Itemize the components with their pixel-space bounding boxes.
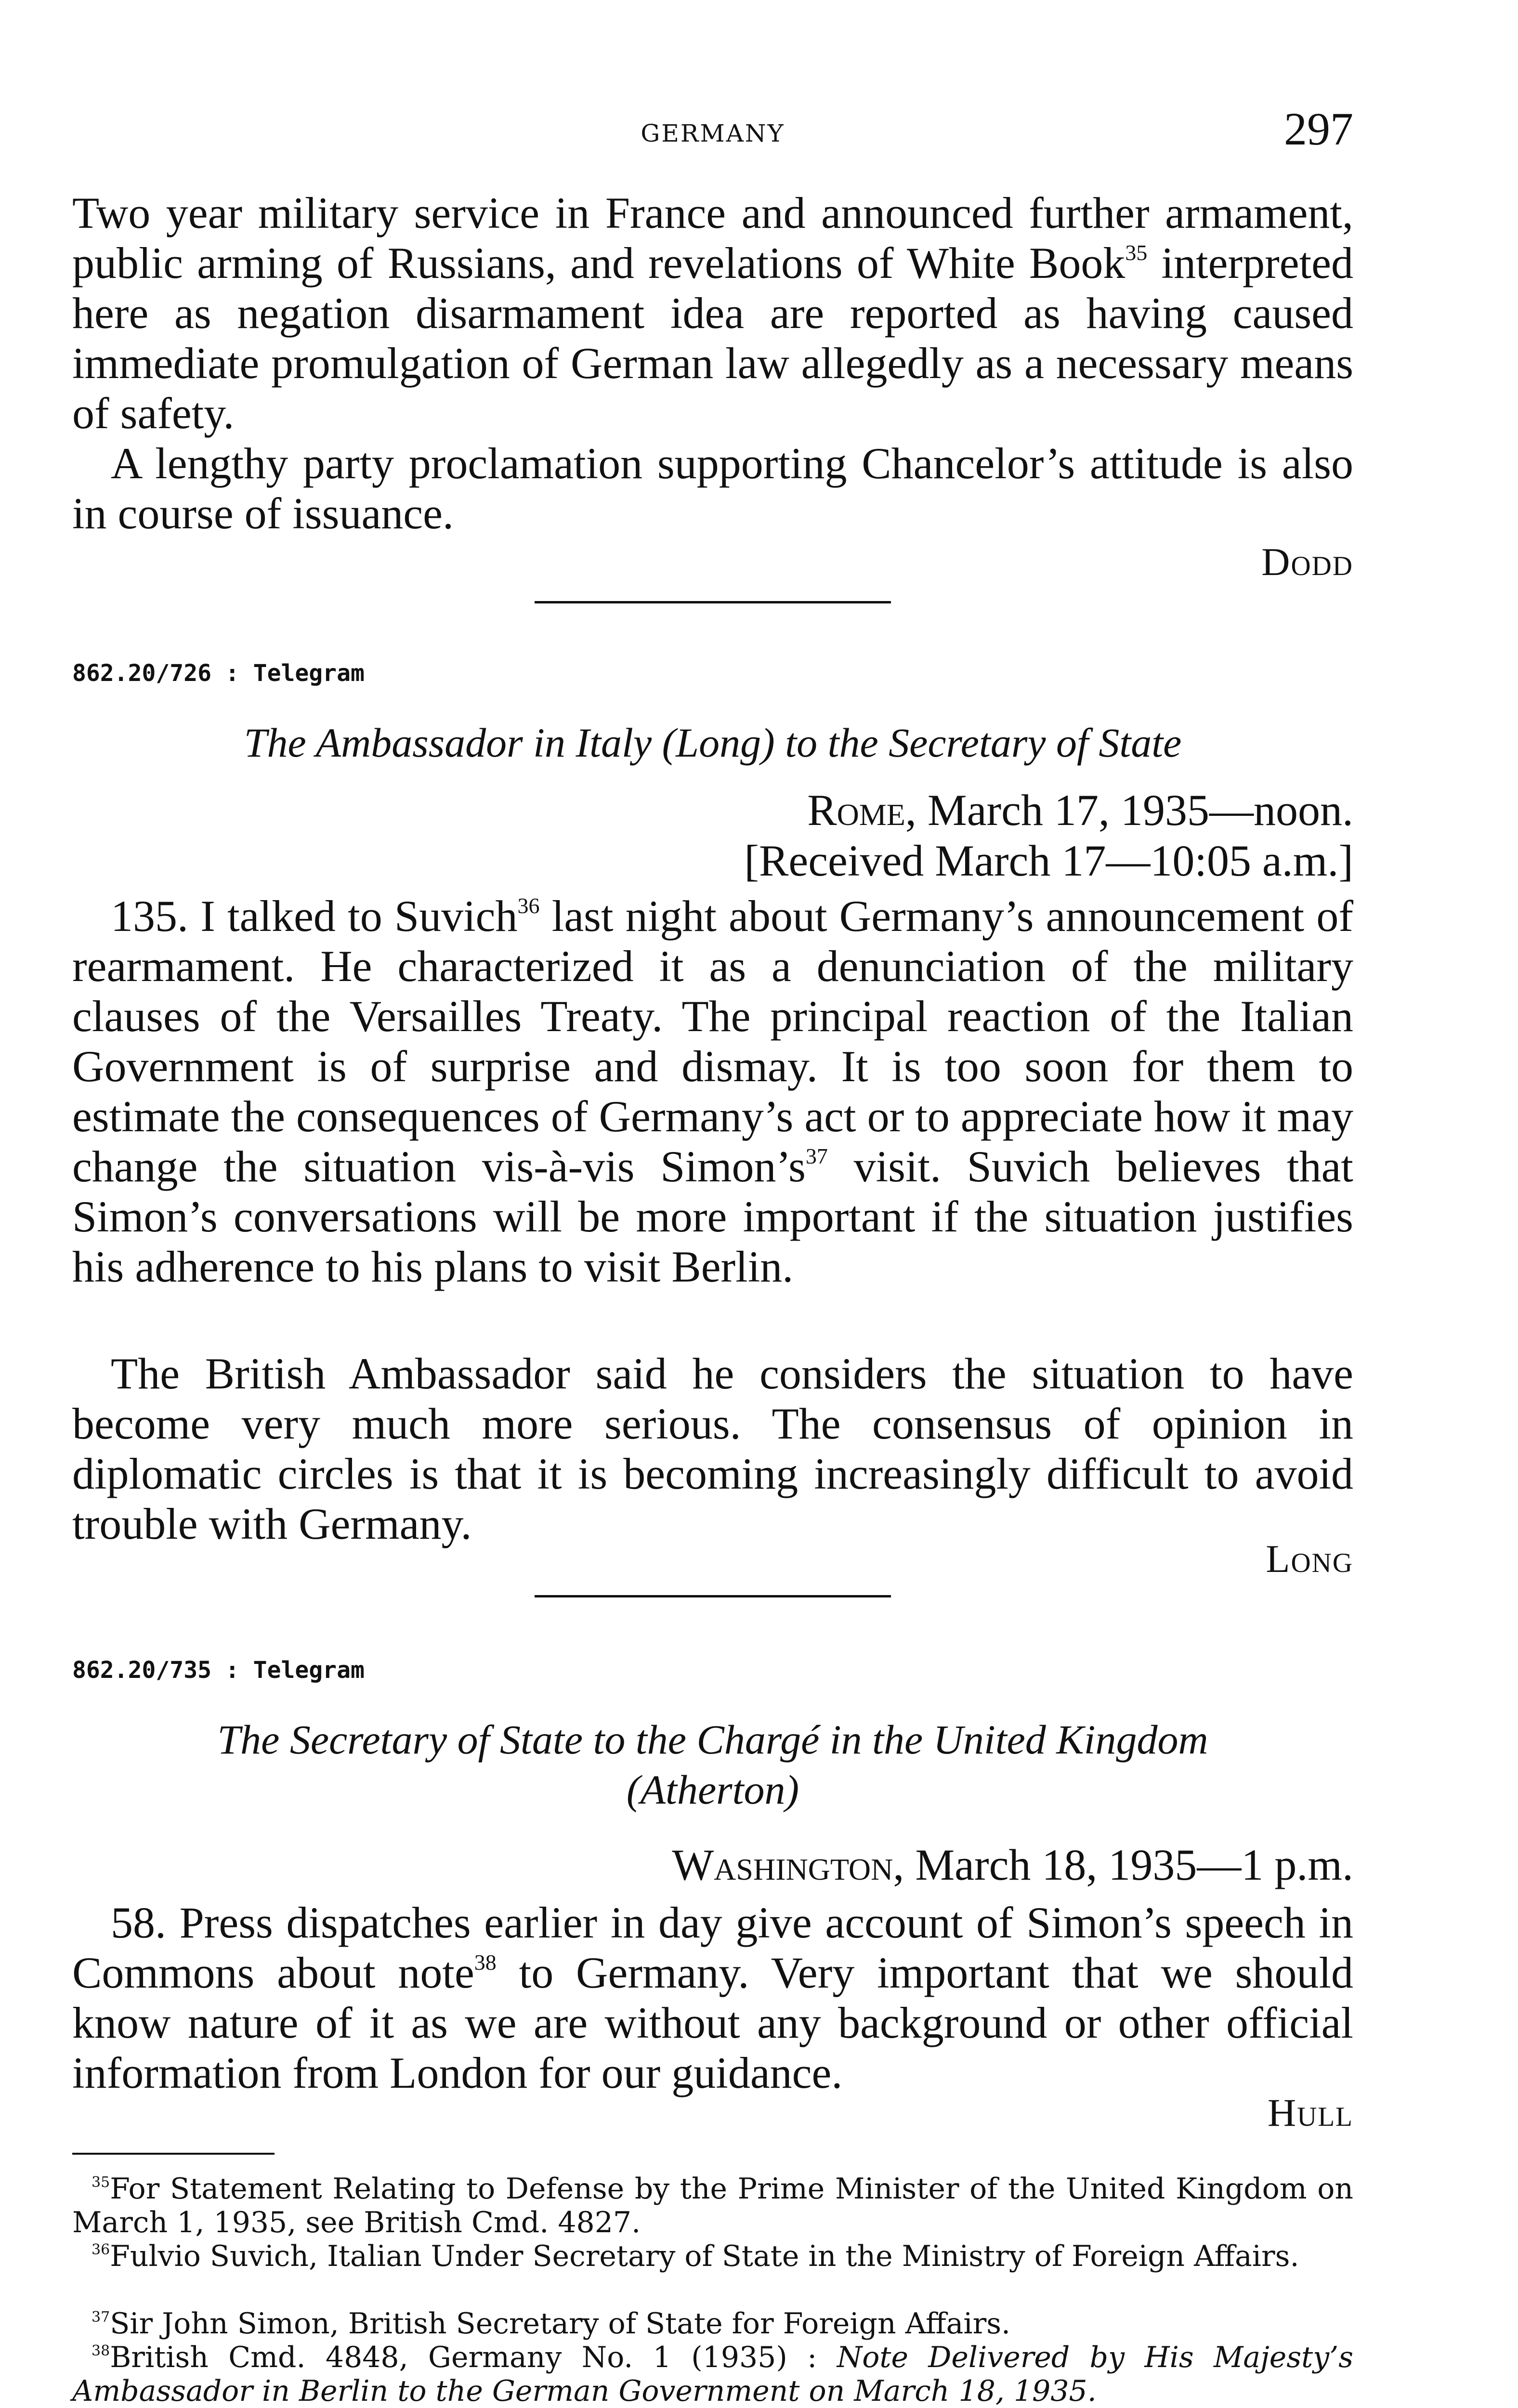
body-paragraph — [72, 188, 1353, 438]
received-line: [Received March 17—10:05 a.m.] — [744, 836, 1353, 885]
document-heading: The Ambassador in Italy (Long) to the Secretary of State — [244, 720, 1182, 766]
footnote-text: British Cmd. 4848, Germany No. 1 (1935) : — [110, 2341, 837, 2374]
footnote-rule — [72, 2153, 275, 2155]
dateline-date: , March 17, 1935—noon. — [905, 785, 1353, 835]
heading-line: (Atherton) — [626, 1767, 799, 1813]
footnote-ref: 37 — [805, 1144, 828, 1169]
document-reference: 862.20/726 : Telegram — [72, 660, 365, 687]
signature-dodd: Dodd — [1261, 540, 1353, 584]
text-span: visit. Suvich believes that Simon’s conversations will be more important if the situation justifies his adherence to his plans to visit Berlin. — [72, 1142, 1353, 1291]
footnote-text: Fulvio Suvich, Italian Under Secretary of State in the Ministry of Foreign Affairs. — [110, 2239, 1299, 2273]
heading-line: The Secretary of State to the Chargé in the United Kingdom — [217, 1716, 1208, 1763]
footnote-number: 36 — [92, 2241, 110, 2258]
footnote-text: For Statement Relating to Defense by the Prime Minister of the United Kingdom on March 1, 1935, see British Cmd. 4827. — [72, 2172, 1353, 2239]
footnote — [72, 2172, 1353, 2239]
footnote-number: 35 — [92, 2174, 110, 2191]
document-reference: 862.20/735 : Telegram — [72, 1657, 365, 1684]
dateline-date: , March 18, 1935—1 p.m. — [893, 1840, 1353, 1889]
footnote — [72, 2341, 1353, 2408]
footnote-ref: 35 — [1125, 240, 1148, 265]
footnote-number: 38 — [92, 2343, 110, 2359]
footnote-ref: 36 — [517, 893, 540, 918]
body-paragraph — [72, 1348, 1353, 1549]
signature-long: Long — [1266, 1537, 1353, 1581]
running-head — [72, 96, 1353, 159]
running-title: GERMANY — [641, 119, 785, 147]
footnote-text: Sir John Simon, British Secretary of State for Foreign Affairs. — [110, 2307, 1011, 2341]
footnote — [72, 2239, 1353, 2273]
signature-hull: Hull — [1267, 2091, 1353, 2134]
text-span: interpreted here as negation disarmament idea are reported as having caused immediate promulgation of German law allegedly as a necessary means of safety. — [72, 238, 1353, 438]
dateline — [807, 785, 1353, 835]
text-span: 58. Press dispatches earlier in day give account of Simon’s speech in Commons about note — [72, 1898, 1353, 1997]
dateline-place: Washington — [672, 1840, 893, 1889]
footnote-ref: 38 — [474, 1950, 497, 1975]
body-paragraph — [72, 891, 1353, 1292]
document-heading — [72, 1714, 1353, 1815]
page-number: 297 — [1284, 103, 1353, 155]
text-span: The British Ambassador said he considers the situation to have become very much more serious. The consensus of opinion in diplomatic circles is that it is becoming increasingly difficult to avoid trouble with Germany. — [72, 1349, 1353, 1548]
section-divider — [535, 601, 891, 603]
footnote — [72, 2307, 1353, 2341]
footnote-italic-text: Note Delivered by His Majesty’s Ambassador in Berlin to the German Government on March 18, 1935. — [72, 2341, 1353, 2408]
body-paragraph — [72, 1898, 1353, 2098]
text-span: 135. I talked to Suvich — [111, 891, 518, 941]
section-divider — [535, 1595, 891, 1597]
text-span: last night about Germany’s announcement of rearmament. He characterized it as a denunciation of the military clauses of the Versailles Treaty. The principal reaction of the Italian Government is of surprise and dismay. It is too soon for them to estimate the consequences of Germany’s act or to appreciate how it may change the situation vis-à-vis Simon’s — [72, 891, 1353, 1191]
dateline-place: Rome — [807, 785, 905, 835]
text-span: Two year military service in France and announced further armament, public arming of Russians, and revelations of White Book — [72, 188, 1353, 288]
body-paragraph — [72, 438, 1353, 538]
dateline — [672, 1840, 1353, 1890]
footnote-number: 37 — [92, 2309, 110, 2326]
text-span: to Germany. Very important that we should know nature of it as we are without any background or other official information from London for our guidance. — [72, 1948, 1353, 2097]
text-span: A lengthy party proclamation supporting Chancelor’s attitude is also in course of issuance. — [72, 439, 1353, 538]
